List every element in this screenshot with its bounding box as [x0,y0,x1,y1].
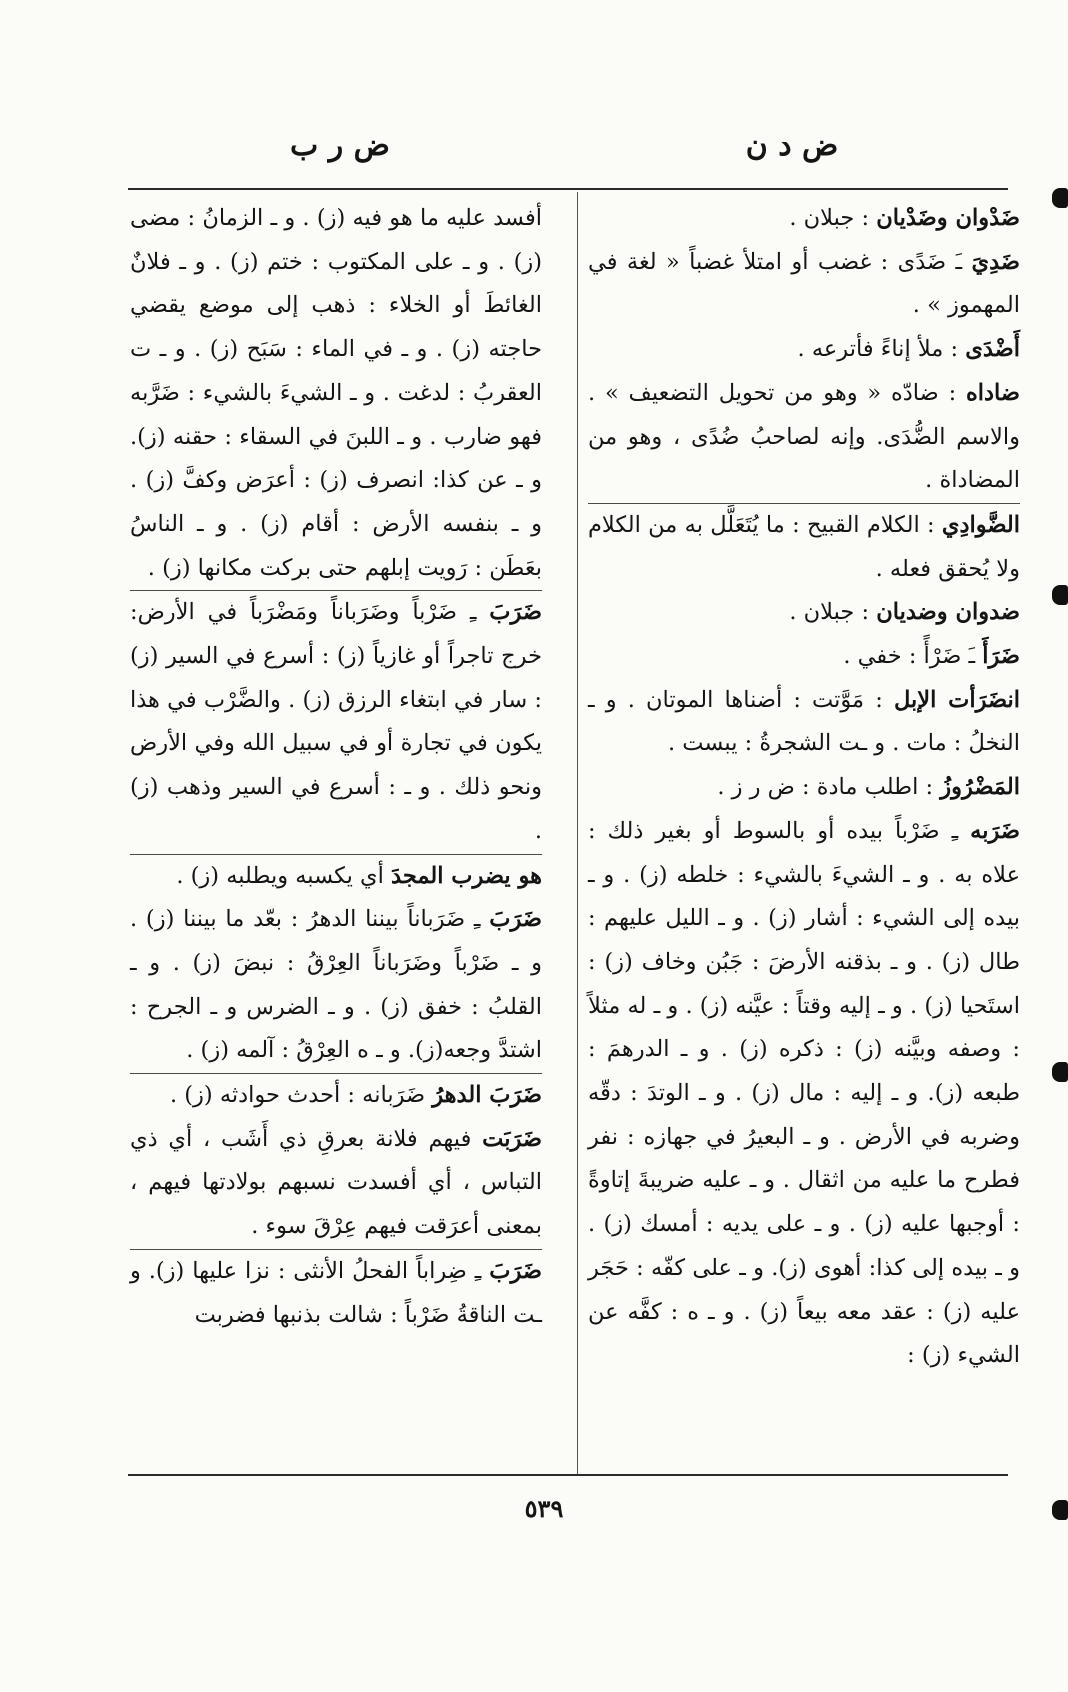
headword: ضَرَبَ [489,906,542,933]
left-column [130,197,542,1337]
headword: ضَدْوان وضَدْيان [876,205,1020,231]
dictionary-entry [130,590,542,853]
page-number: ٥٣٩ [524,1494,564,1523]
headword: ضدوان وضديان [876,599,1020,626]
headword: ضَرَأَ [982,643,1020,670]
dictionary-entry [588,766,1020,810]
thumb-index-mark [1052,585,1068,605]
definition: : جبلان . [789,599,877,626]
definition: أي يكسبه ويطلبه (ز) . [176,862,392,889]
dictionary-entry [588,635,1020,679]
dictionary-entry [588,372,1020,503]
dictionary-entry [588,241,1020,328]
headword: ضاداه [965,379,1020,406]
headword: ضَرَبَت [482,1125,542,1152]
headword: المَضْرُوزُ [940,774,1020,801]
definition: : مَوَّتت : أضناها الموتان . و ـ النخلُ : مات . و ـت الشجرةُ : يبست . [588,686,1020,757]
headword: ضَرَبه [970,817,1020,844]
right-column-header: ض د ن [745,128,839,163]
headword: هو يضرب المجدَ [391,862,542,889]
thumb-index-mark [1052,1062,1068,1082]
definition: : جبلان . [789,205,877,231]
column-divider [577,192,578,1474]
headword: ضَرَبَ [489,599,542,626]
definition: : ملأ إناءً فأترعه . [797,336,966,363]
dictionary-entry [588,810,1020,1378]
headword: أَضْدَى [965,336,1020,363]
headword: ضَدِيَ [971,248,1020,275]
definition: ـِ ضَرْباً بيده أو بالسوط أو بغير ذلك : علاه به . و ـ الشيءَ بالشيء : خلطه (ز) . و ـ بيده إلى الشيء : أشار (ز) . و ـ الليل عليهم : طال (ز) . و ـ بذقنه الأرضَ : جَبُن وخاف (ز) : استَحيا (ز) . و ـ إليه وقتاً : عيَّنه (ز) . و ـ له مثلاً : وصفه وبيَّنه (ز) : ذكره (ز) . و ـ الدرهمَ : طبعه (ز). و ـ إليه : مال (ز) . و ـ الوتدَ : دقّه وضربه في الأرض . و ـ البعيرُ في جهازه : نفر فطرح ما عليه من اثقال . و ـ عليه ضريبةَ إتاوةً : أوجبها عليه (ز) . و ـ على يديه : أمسك (ز) . و ـ بيده إلى كذا: أهوى (ز). و ـ على كفّه : حَجَر عليه (ز) : عقد معه بيعاً (ز) . و ـ ه : كفَّه عن الشيء (ز) : [588,817,1020,1369]
bottom-rule [128,1474,1008,1476]
definition: : الكلام القبيح : ما يُتَعَلَّل به من الكلام ولا يُحقق فعله . [588,511,1020,582]
dictionary-entry [130,854,542,899]
headword: ضَرَبَ الدهرُ [432,1082,542,1109]
headword: انضَرَأت الإبل [893,686,1021,713]
left-column-header: ض ر ب [290,128,390,163]
definition: فيهم فلانة بعرقِ ذي أَشَب ، أي ذي التباس ، أي أفسدت نسبهم بولادتها فيهم ، بمعنى أعرَقت فيهم عِرْقَ سوء . [130,1125,542,1240]
definition: ـِ ضَرَباناً بيننا الدهرُ : بعّد ما بيننا (ز) . و ـ ضَرْباً وضَرَباناً العِرْقُ : نبضَ (ز) . و ـ القلبُ : خفق (ز) . و ـ الضرس و ـ الجرح : اشتدَّ وجعه(ز). و ـ ه العِرْقُ : آلمه (ز) . [130,906,542,1064]
dictionary-entry [588,197,1020,241]
dictionary-entry [130,1249,542,1337]
definition: : اطلب مادة : ض ر ز . [717,774,941,801]
headword: الضَّوادِي [941,511,1020,538]
thumb-index-mark [1052,188,1068,208]
top-rule [128,188,1008,190]
definition: ـِ ضَرْباً وضَرَباناً ومَضْرَباً في الأرض: خرج تاجراً أو غازياً (ز) : أسرع في السير (ز) : سار في ابتغاء الرزق (ز) . والضَّرْب في هذا يكون في تجارة أو في سبيل الله وفي الأرض ونحو ذلك . و ـ : أسرع في السير وذهب (ز) . [130,599,542,844]
thumb-index-mark [1052,1500,1068,1520]
dictionary-entry [588,591,1020,635]
definition: ـَ ضَدًى : غضب أو امتلأ غضباً « لغة في المهموز » . [588,248,1020,319]
dictionary-entry [130,1073,542,1118]
definition: ضَرَبانه : أحدث حوادثه (ز) . [169,1082,433,1109]
definition: أفسد عليه ما هو فيه (ز) . و ـ الزمانُ : مضى (ز) . و ـ على المكتوب : ختم (ز) . و ـ فلانٌ الغائطَ أو الخلاء : ذهب إلى موضع يقضي حاجته (ز) . و ـ في الماء : سَبَح (ز) . و ـ ت العقربُ : لدغت . و ـ الشيءَ بالشيء : ضَرَّبه فهو ضارب . و ـ اللبنَ في السقاء : حقنه (ز). و ـ عن كذا: انصرف (ز) : أعرَض وكفَّ (ز) . و ـ بنفسه الأرض : أقام (ز) . و ـ الناسُ بعَطَن : رَويت إبلهم حتى بركت مكانها (ز) . [130,205,542,581]
dictionary-entry-continued [130,197,542,590]
dictionary-entry [588,503,1020,591]
right-column [588,197,1020,1378]
dictionary-entry [588,679,1020,766]
headword: ضَرَبَ [489,1257,542,1284]
dictionary-entry [588,328,1020,372]
dictionary-entry [130,1118,542,1249]
definition: : ضادّه « وهو من تحويل التضعيف » . والاسم الضُّدَى. وإنه لصاحبُ ضُدًى ، وهو من المضاداة . [588,379,1020,494]
definition: ـَ ضَرْأً : خفي . [843,643,983,670]
dictionary-entry [130,898,542,1073]
definition: ـِ ضِراباً الفحلُ الأنثى : نزا عليها (ز). و ـت الناقةُ ضَرْباً : شالت بذنبها فضربت [130,1257,542,1328]
